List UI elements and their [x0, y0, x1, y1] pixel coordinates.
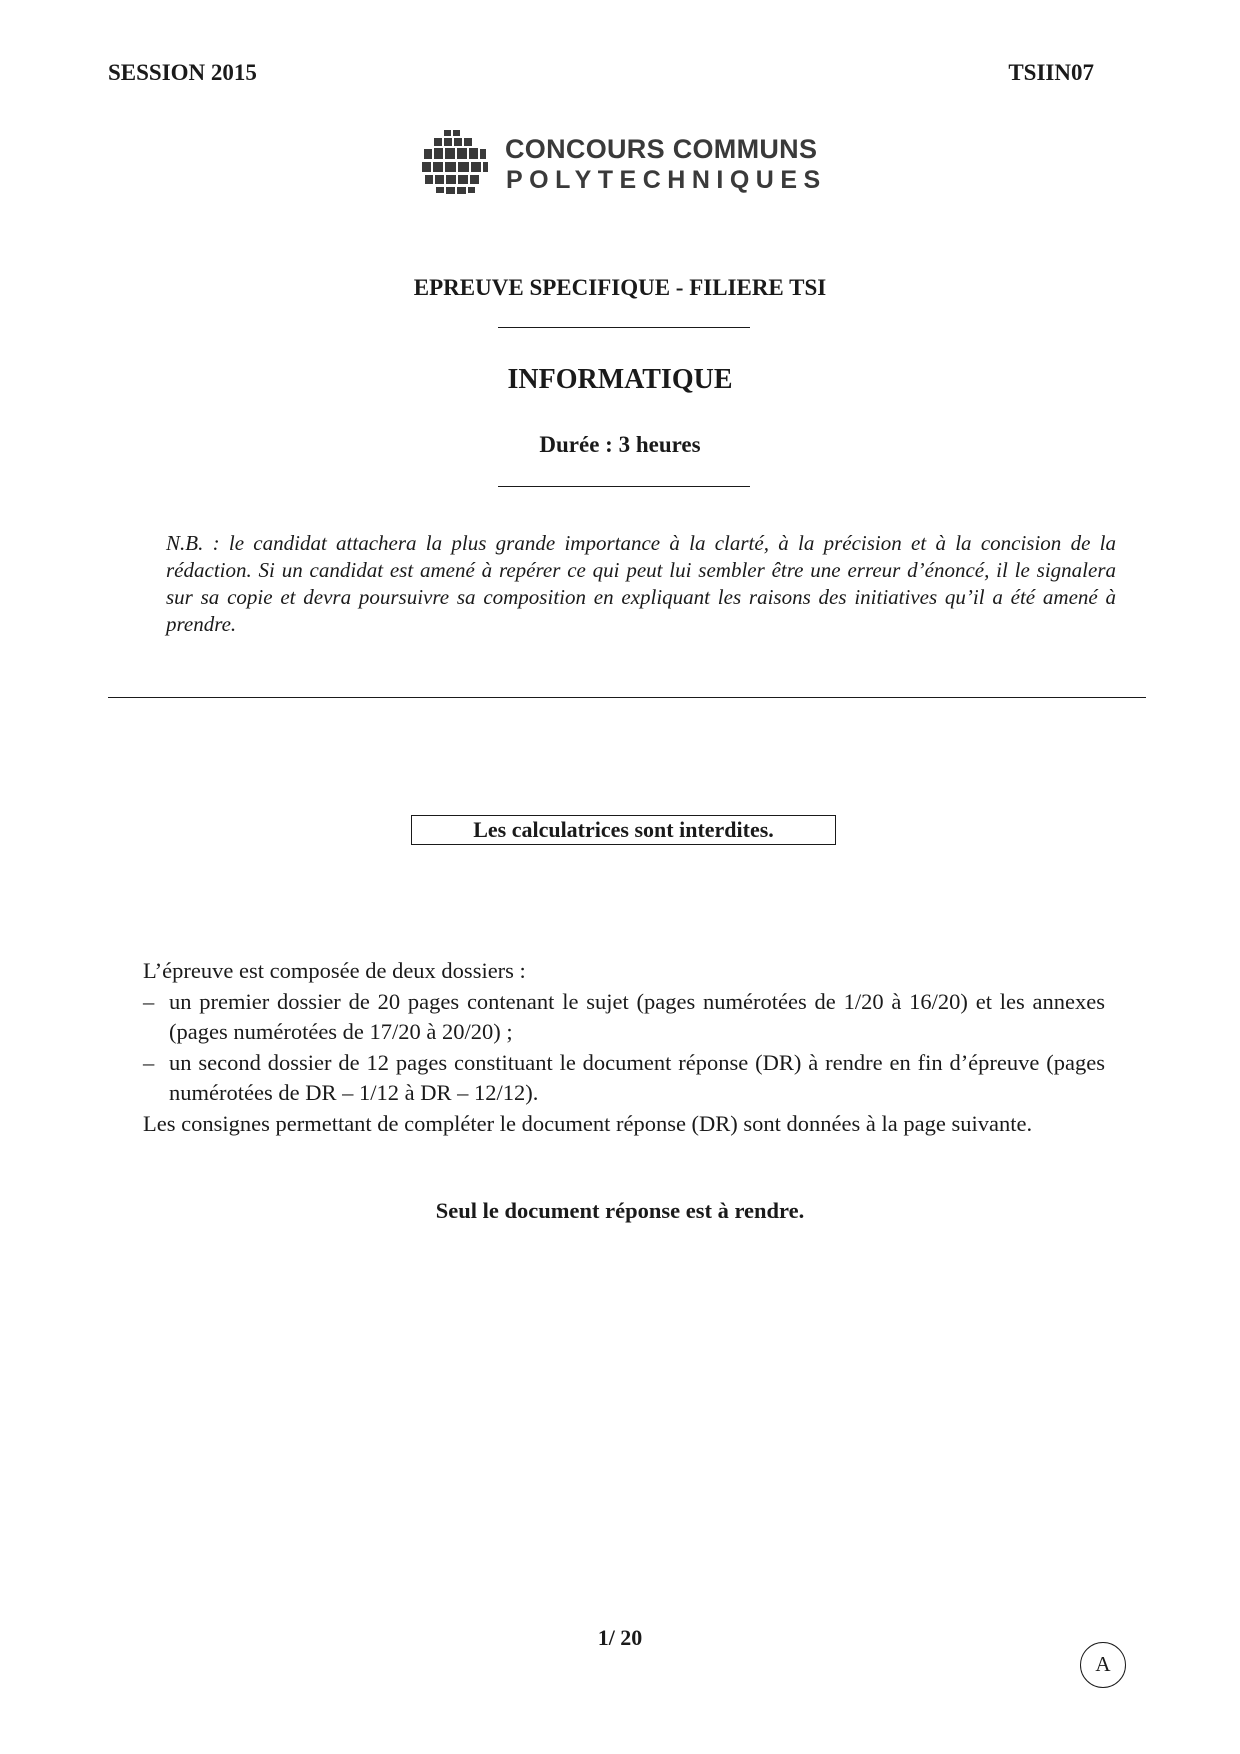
- variant-badge: A: [1080, 1642, 1126, 1688]
- exam-composition: [143, 956, 1105, 1139]
- globe-grid-icon: [420, 128, 490, 198]
- subject-title: INFORMATIQUE: [507, 364, 733, 395]
- composition-intro: L’épreuve est composée de deux dossiers :: [143, 958, 526, 983]
- calculator-notice: Les calculatrices sont interdites.: [411, 815, 836, 845]
- exam-track-title: EPREUVE SPECIFIQUE - FILIERE TSI: [413, 275, 827, 300]
- exam-duration: Durée : 3 heures: [539, 432, 701, 457]
- candidate-note: N.B. : le candidat attachera la plus grande importance à la clarté, à la précision et à la concision de la rédaction. Si un candidat est amené à repérer ce qui peut lui sembler être une erreur d’énoncé, il le signalera sur sa copie et devra poursuivre sa composition en expliquant les raisons des initiatives qu’il a été amené à prendre.: [166, 531, 1116, 636]
- session-label: SESSION 2015: [108, 60, 257, 85]
- list-dash: –: [143, 988, 155, 1014]
- logo-title-line1: CONCOURS COMMUNS: [505, 134, 818, 164]
- instructions-text: Les consignes permettant de compléter le document réponse (DR) sont données à la page suivante.: [143, 1110, 1033, 1136]
- list-item-text: un second dossier de 12 pages constituant le document réponse (DR) à rendre en fin d’épreuve (pages numérotées de DR – 1/12 à DR – 12/12).: [169, 1049, 1105, 1105]
- page-number: 1/ 20: [597, 1625, 643, 1650]
- logo-title-line2: POLYTECHNIQUES: [506, 166, 827, 194]
- divider: [498, 327, 750, 328]
- logo: [420, 128, 827, 198]
- return-instruction: Seul le document réponse est à rendre.: [435, 1198, 805, 1223]
- list-dash: –: [143, 1049, 155, 1075]
- exam-code: TSIIN07: [1008, 60, 1094, 85]
- list-item: [143, 987, 1105, 1048]
- divider: [498, 486, 750, 487]
- list-item: [143, 1048, 1105, 1109]
- section-divider: [108, 697, 1146, 698]
- list-item-text: un premier dossier de 20 pages contenant le sujet (pages numérotées de 1/20 à 16/20) et les annexes (pages numérotées de 17/20 à 20/20) ;: [169, 988, 1105, 1044]
